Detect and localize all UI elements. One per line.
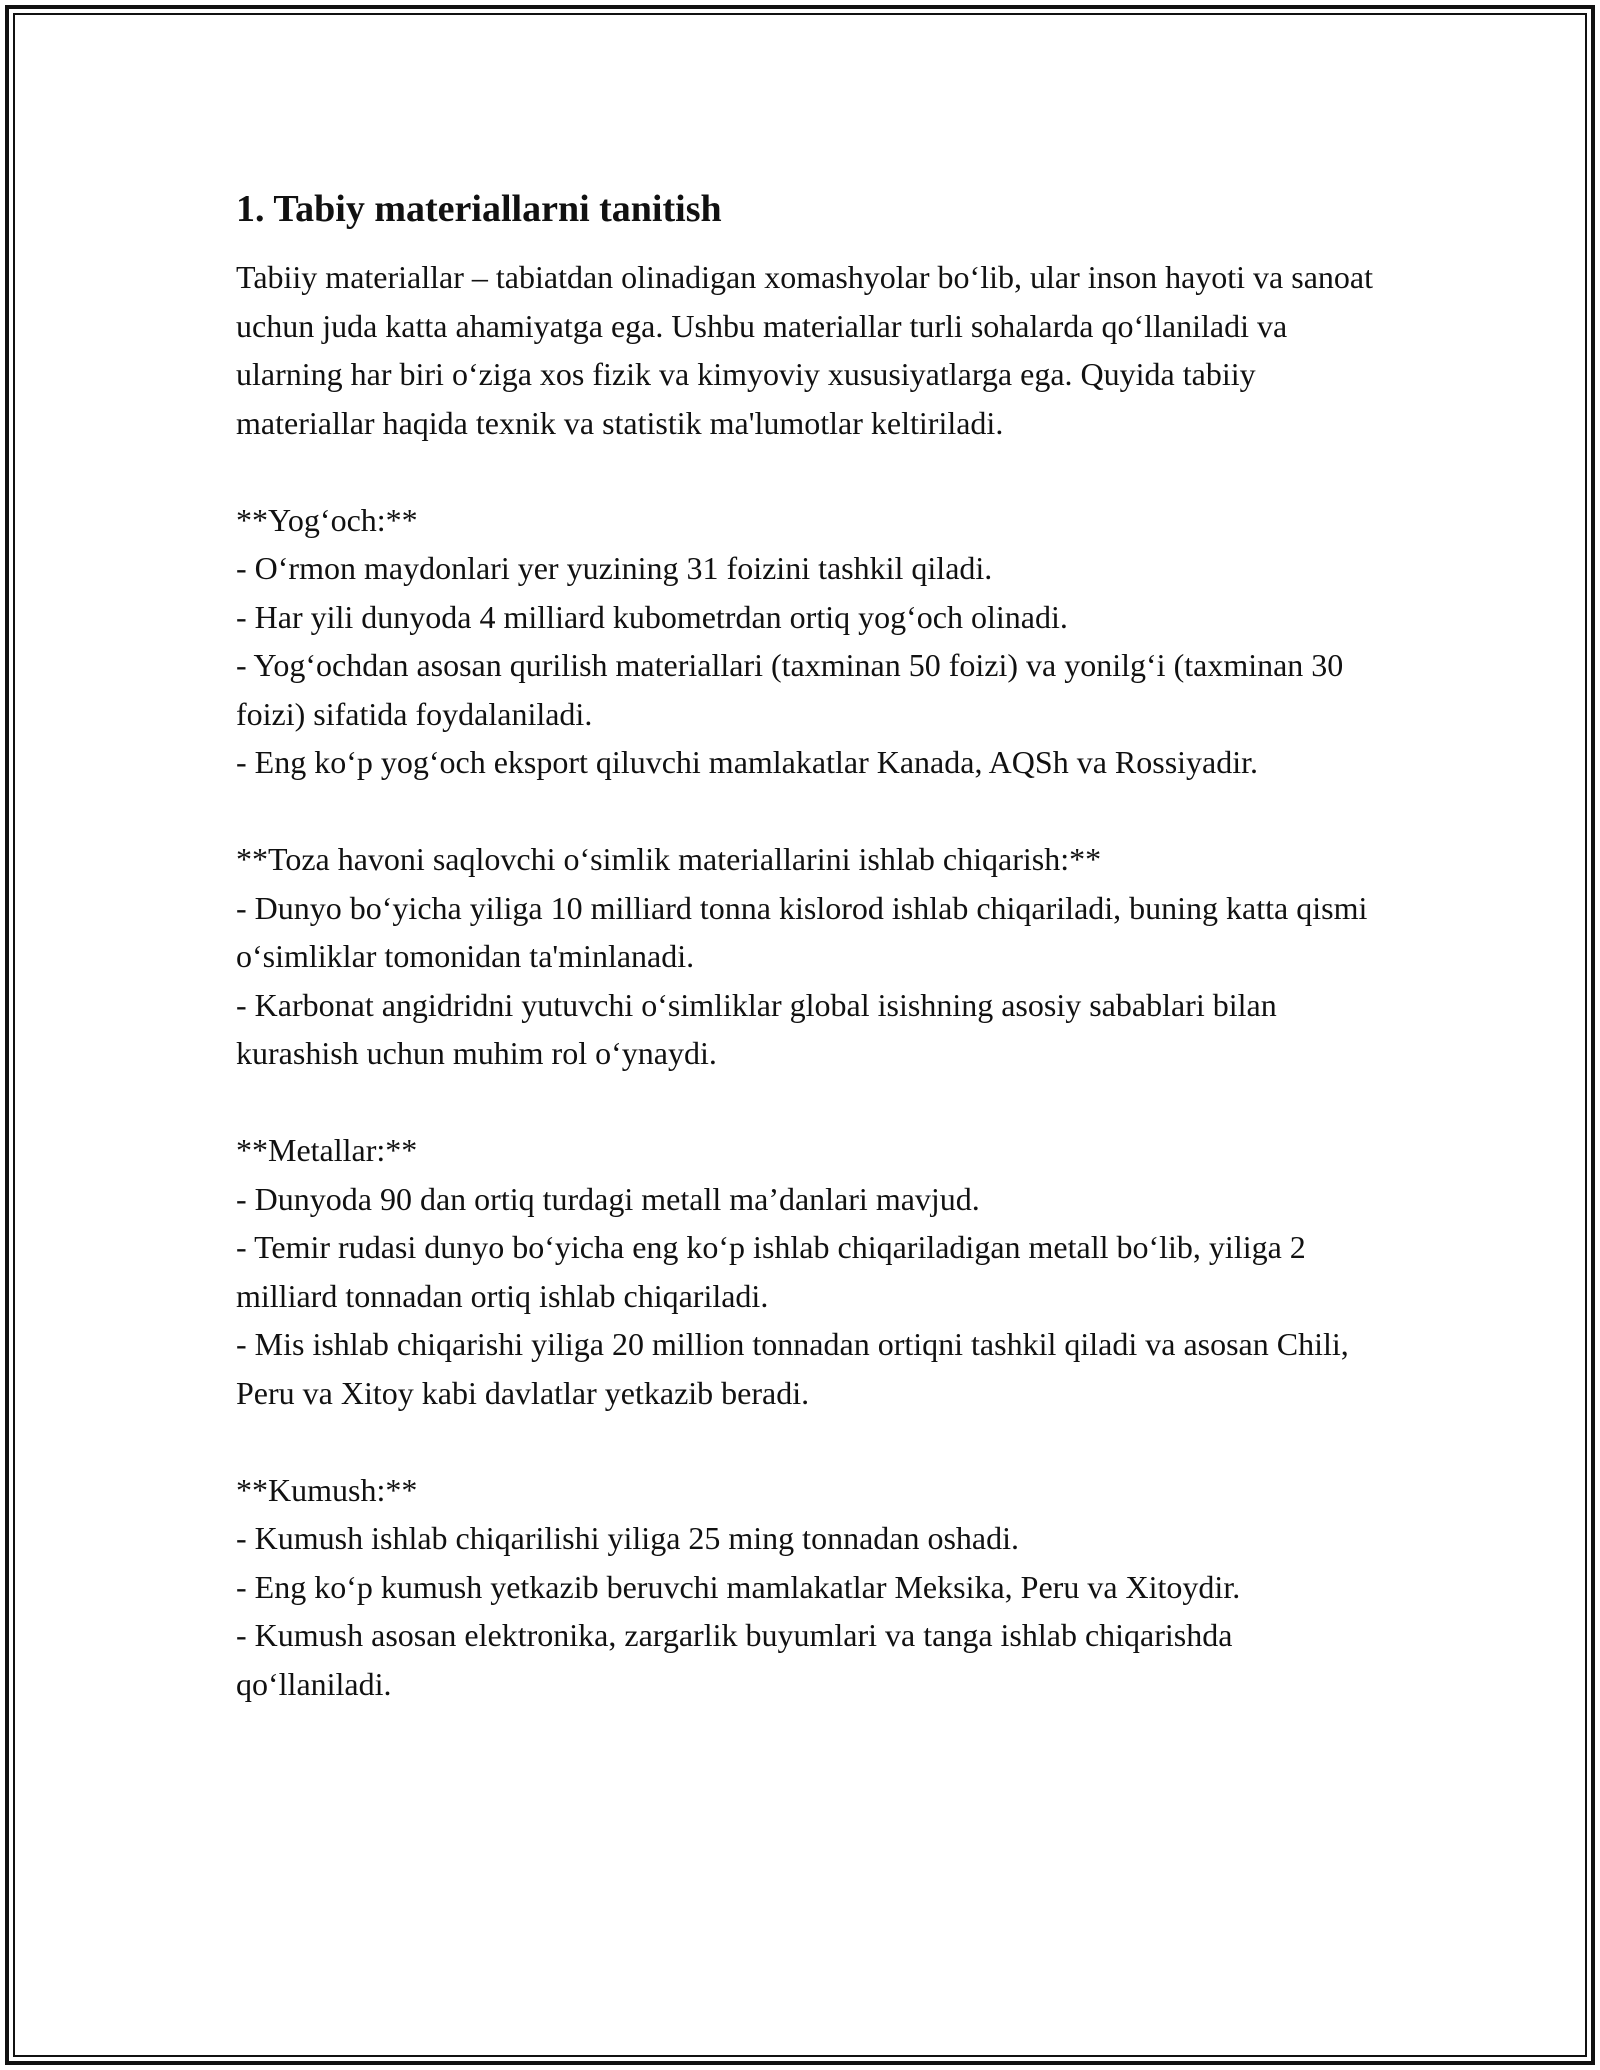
section-wood	[236, 496, 1376, 787]
section-silver	[236, 1466, 1376, 1709]
list-item: - Yog‘ochdan asosan qurilish materiallari (taxminan 50 foizi) va yonilg‘i (taxminan 30 foizi) sifatida foydalaniladi.	[236, 647, 1344, 732]
list-item: - Temir rudasi dunyo bo‘yicha eng ko‘p ishlab chiqariladigan metall bo‘lib, yiliga 2 milliard tonnadan ortiq ishlab chiqariladi.	[236, 1229, 1306, 1314]
section-spacer	[236, 1078, 1376, 1127]
section-plant-materials	[236, 835, 1376, 1078]
document-title: 1. Tabiy materiallarni tanitish	[236, 188, 722, 230]
list-item: - Kumush asosan elektronika, zargarlik buyumlari va tanga ishlab chiqarishda qo‘llaniladi.	[236, 1617, 1233, 1702]
list-item: - Karbonat angidridni yutuvchi o‘simliklar global isishning asosiy sabablari bilan kurashish uchun muhim rol o‘ynaydi.	[236, 986, 1277, 1071]
section-heading: **Toza havoni saqlovchi o‘simlik materiallarini ishlab chiqarish:**	[236, 841, 1102, 877]
section-heading: **Yog‘och:**	[236, 501, 418, 538]
section-spacer	[236, 787, 1376, 836]
list-item: - Mis ishlab chiqarishi yiliga 20 million tonnadan ortiqni tashkil qiladi va asosan Chili, Peru va Xitoy kabi davlatlar yetkazib beradi.	[236, 1326, 1349, 1411]
document-body	[236, 185, 1376, 1708]
section-spacer	[236, 1417, 1376, 1466]
intro-paragraph: Tabiiy materiallar – tabiatdan olinadigan xomashyolar bo‘lib, ular inson hayoti va sanoat uchun juda katta ahamiyatga ega. Ushbu materiallar turli sohalarda qo‘llaniladi va ularning har biri o‘ziga xos fizik va kimyoviy xususiyatlarga ega. Quyida tabiiy materiallar haqida texnik va statistik ma'lumotlar keltiriladi.	[236, 259, 1373, 441]
list-item: - Har yili dunyoda 4 milliard kubometrdan ortiq yog‘och olinadi.	[236, 598, 1068, 635]
list-item: - Eng ko‘p kumush yetkazib beruvchi mamlakatlar Meksika, Peru va Xitoydir.	[236, 1568, 1241, 1605]
section-spacer	[236, 447, 1376, 496]
section-heading: **Kumush:**	[236, 1471, 418, 1508]
list-item: - Kumush ishlab chiqarilishi yiliga 25 ming tonnadan oshadi.	[236, 1520, 1020, 1556]
list-item: - Eng ko‘p yog‘och eksport qiluvchi mamlakatlar Kanada, AQSh va Rossiyadir.	[236, 744, 1259, 780]
list-item: - Dunyo bo‘yicha yiliga 10 milliard tonna kislorod ishlab chiqariladi, buning katta qismi o‘simliklar tomonidan ta'minlanadi.	[236, 889, 1368, 974]
section-metals	[236, 1126, 1376, 1417]
section-heading: **Metallar:**	[236, 1132, 418, 1168]
list-item: - Dunyoda 90 dan ortiq turdagi metall ma’danlari mavjud.	[236, 1180, 980, 1217]
list-item: - O‘rmon maydonlari yer yuzining 31 foizini tashkil qiladi.	[236, 550, 993, 586]
